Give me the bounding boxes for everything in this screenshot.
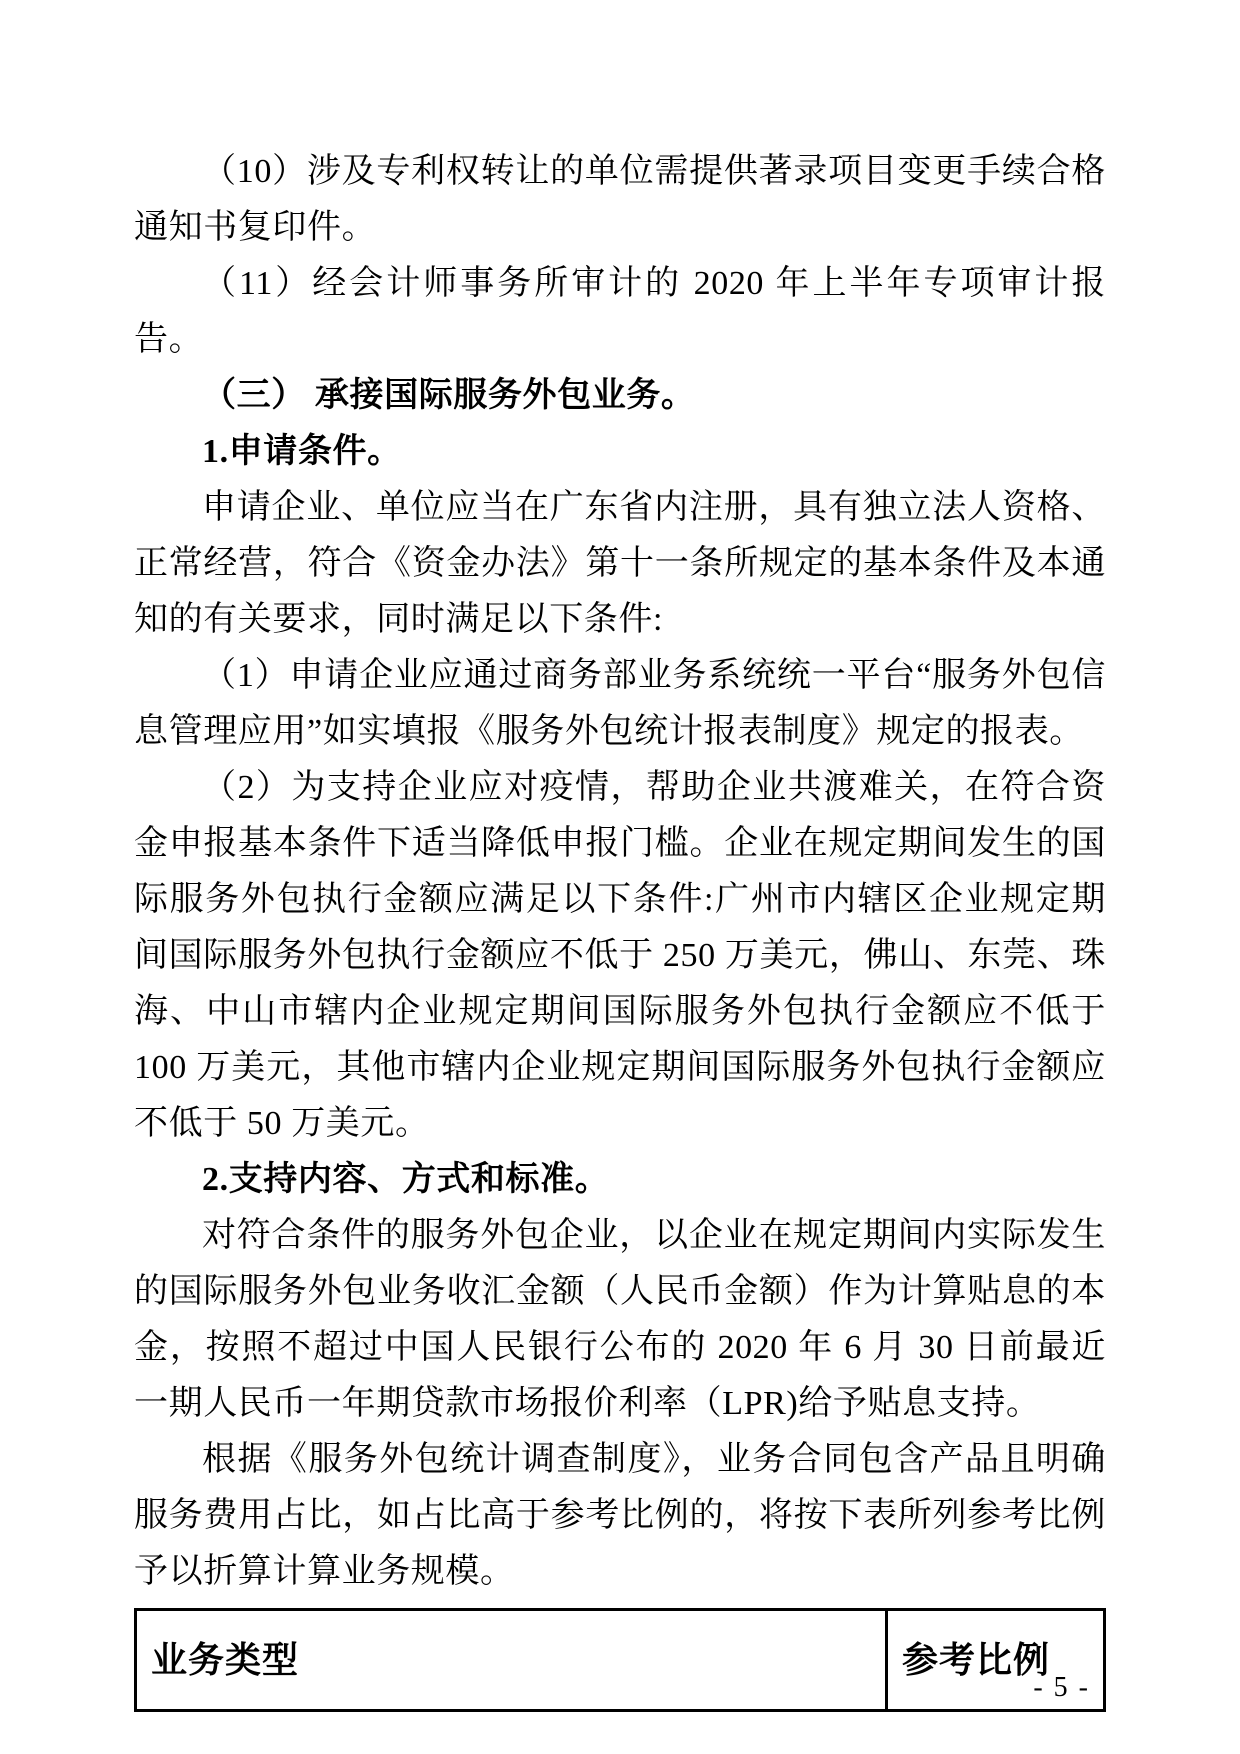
table-header-row xyxy=(136,1610,1105,1711)
document-body xyxy=(134,144,1106,1712)
paragraph-item-11: （11）经会计师事务所审计的 2020 年上半年专项审计报告。 xyxy=(134,265,1106,358)
paragraph-item-10: （10）涉及专利权转让的单位需提供著录项目变更手续合格通知书复印件。 xyxy=(134,153,1106,246)
reference-ratio-table xyxy=(134,1608,1106,1712)
table-header-reference-ratio: 参考比例 xyxy=(886,1610,1104,1711)
paragraph-condition-2: （2）为支持企业应对疫情，帮助企业共渡难关，在符合资金申报基本条件下适当降低申报门槛。企业在规定期间发生的国际服务外包执行金额应满足以下条件:广州市内辖区企业规定期间国际服务外包执行金额应不低于 250 万美元，佛山、东莞、珠海、中山市辖内企业规定期间国际服务外包执行金额应不低于 100 万美元，其他市辖内企业规定期间国际服务外包执行金额应不低于 50 万美元。 xyxy=(134,769,1106,1142)
table-header-business-type: 业务类型 xyxy=(136,1610,887,1711)
section-heading-3: （三） 承接国际服务外包业务。 xyxy=(202,377,696,414)
subsection-heading-1: 1.申请条件。 xyxy=(202,433,402,470)
page-number: - 5 - xyxy=(1033,1672,1090,1703)
paragraph-support-standard: 对符合条件的服务外包企业，以企业在规定期间内实际发生的国际服务外包业务收汇金额（人民币金额）作为计算贴息的本金，按照不超过中国人民银行公布的 2020 年 6 月 30 日前最近一期人民币一年期贷款市场报价利率（LPR)给予贴息支持。 xyxy=(134,1217,1106,1422)
paragraph-application-conditions: 申请企业、单位应当在广东省内注册，具有独立法人资格、正常经营，符合《资金办法》第十一条所规定的基本条件及本通知的有关要求，同时满足以下条件: xyxy=(134,489,1106,638)
subsection-heading-2: 2.支持内容、方式和标准。 xyxy=(202,1161,610,1198)
paragraph-statistics-rule: 根据《服务外包统计调查制度》，业务合同包含产品且明确服务费用占比，如占比高于参考比例的，将按下表所列参考比例予以折算计算业务规模。 xyxy=(134,1441,1106,1590)
paragraph-condition-1: （1）申请企业应通过商务部业务系统统一平台“服务外包信息管理应用”如实填报《服务外包统计报表制度》规定的报表。 xyxy=(134,657,1106,750)
